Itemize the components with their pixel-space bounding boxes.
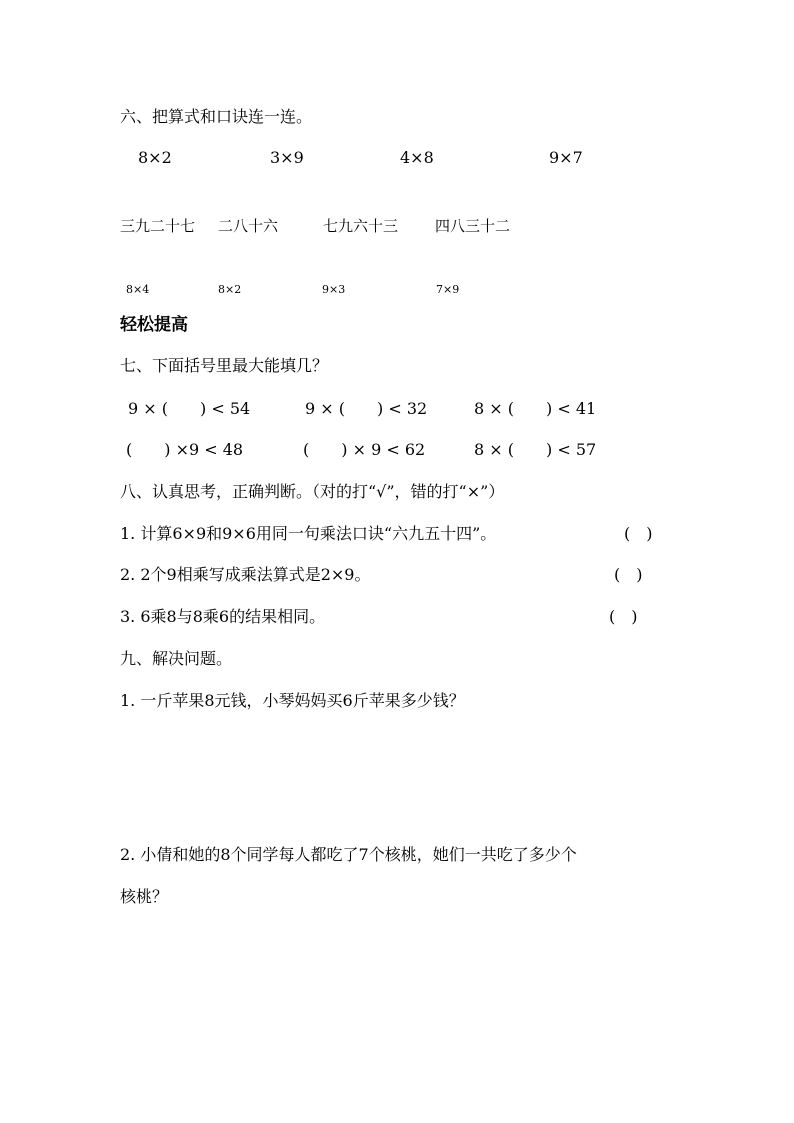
inequality-r2-2: ( ) × 9 < 62: [303, 440, 426, 459]
judge-blank-2[interactable]: ( ): [614, 565, 643, 584]
chant-1: 三九二十七: [120, 217, 196, 235]
problem-2-line1: 2. 小倩和她的8个同学每人都吃了7个核桃，她们一共吃了多少个: [120, 845, 577, 864]
inequality-r2-3: 8 × ( ) < 57: [474, 440, 597, 459]
inequality-r1-3: 8 × ( ) < 41: [474, 399, 597, 418]
top-expr-1: 8×2: [138, 148, 172, 167]
section7-heading: 七、下面括号里最大能填几？: [120, 356, 329, 375]
judge-item-2: 2. 2个9相乘写成乘法算式是2×9。: [120, 565, 371, 584]
judge-item-1: 1. 计算6×9和9×6用同一句乘法口诀“六九五十四”。: [120, 524, 497, 543]
improve-title: 轻松提高: [120, 315, 188, 335]
bottom-expr-2: 8×2: [218, 283, 242, 296]
problem-2-line2: 核桃？: [120, 887, 169, 906]
top-expr-2: 3×9: [270, 148, 304, 167]
bottom-expr-4: 7×9: [436, 283, 460, 296]
section9-heading: 九、解决问题。: [120, 649, 233, 668]
section8-heading: 八、认真思考，正确判断。（对的打“√”，错的打“×”）: [120, 482, 505, 501]
inequality-r1-2: 9 × ( ) < 32: [305, 399, 428, 418]
bottom-expr-1: 8×4: [126, 283, 150, 296]
inequality-r1-1: 9 × ( ) < 54: [128, 399, 251, 418]
chant-4: 四八三十二: [435, 217, 511, 235]
bottom-expr-3: 9×3: [322, 283, 346, 296]
chant-2: 二八十六: [218, 217, 279, 235]
judge-item-3: 3. 6乘8与8乘6的结果相同。: [120, 607, 326, 626]
judge-blank-1[interactable]: ( ): [624, 524, 653, 543]
problem-1: 1. 一斤苹果8元钱，小琴妈妈买6斤苹果多少钱？: [120, 691, 465, 710]
inequality-r2-1: ( ) ×9 < 48: [126, 440, 244, 459]
top-expr-4: 9×7: [549, 148, 583, 167]
judge-blank-3[interactable]: ( ): [609, 607, 638, 626]
chant-3: 七九六十三: [323, 217, 399, 235]
top-expr-3: 4×8: [400, 148, 434, 167]
section6-heading: 六、把算式和口诀连一连。: [120, 107, 313, 126]
